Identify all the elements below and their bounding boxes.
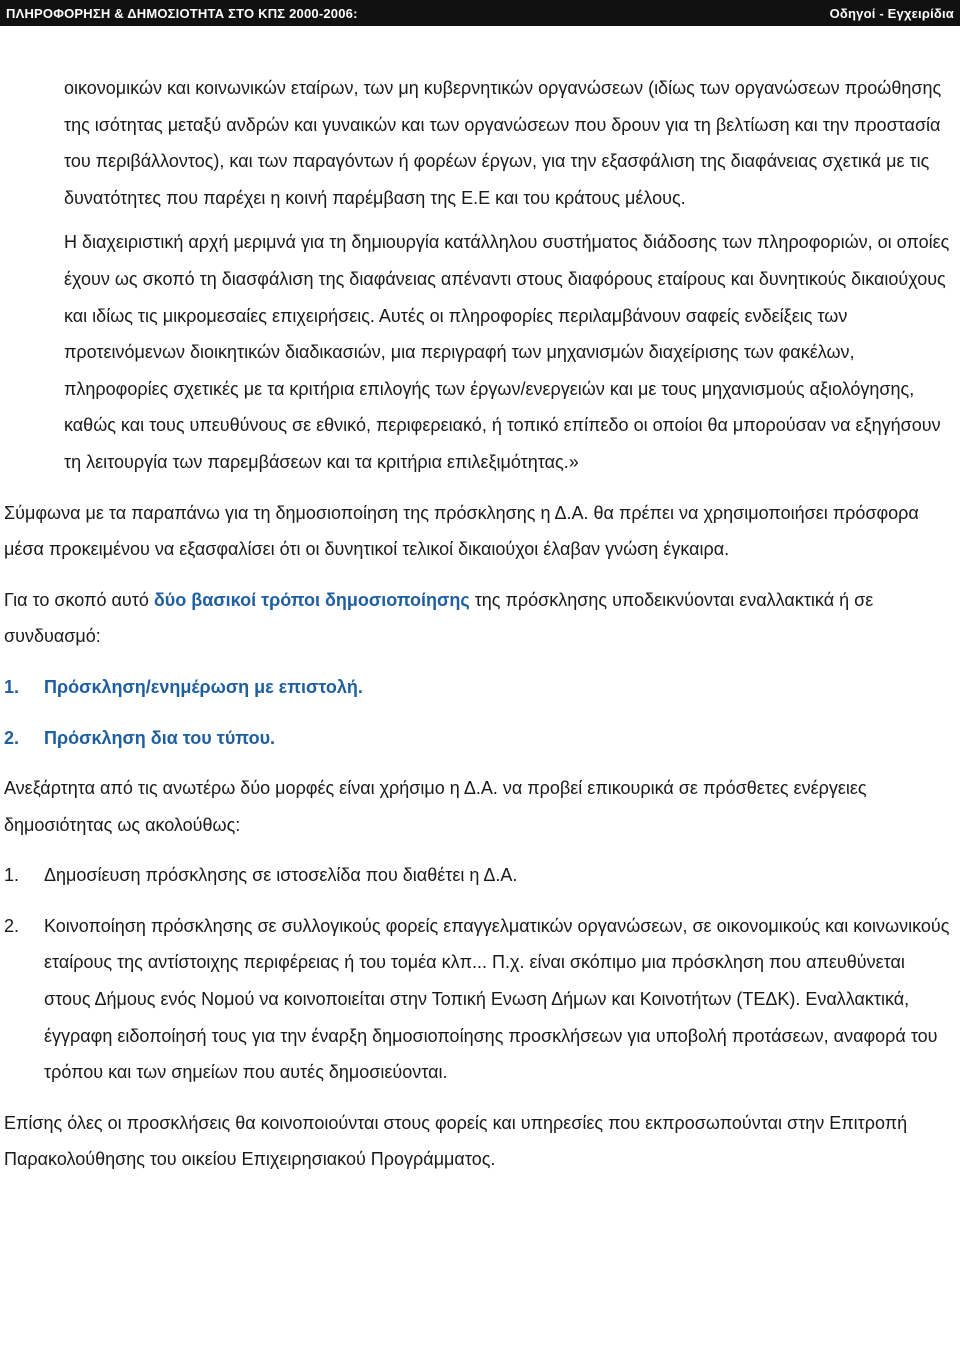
list-number: 1. [4,676,20,697]
list-text: Κοινοποίηση πρόσκλησης σε συλλογικούς φορείς επαγγελματικών οργανώσεων, σε οικονομικούς και κοινωνικούς εταίρους της αντίστοιχης περιφέρειας ή του τομέα κλπ... Π.χ. είναι σκόπιμο μια πρόσκληση που απευθύνεται στους Δήμους ενός Νομού να κοινοποιείται στην Τοπική Ενωση Δήμων και Κοινοτήτων (ΤΕΔΚ). Εναλλακτικά, έγγραφη ειδοποίησή τους για την έναρξη δημοσιοποίησης προσκλήσεων για υποβολή προτάσεων, αναφορά του τρόπου και των σημείων που αυτές δημοσιεύονται. [44,915,950,1083]
list-item [0,908,960,1091]
list-item [0,720,960,757]
paragraph-quote-continuation: οικονομικών και κοινωνικών εταίρων, των μη κυβερνητικών οργανώσεων (ιδίως των οργανώσεων προώθησης της ισότητας μεταξύ ανδρών και γυναικών και των οργανώσεων που δρουν για τη βελτίωση και την προστασία του περιβάλλοντος), και των παραγόντων ή φορέων έργων, για την εξασφάλιση της διαφάνειας σχετικά με τις δυνατότητες που παρέχει η κοινή παρέμβαση της Ε.Ε και του κράτους μέλους. [64,78,942,208]
paragraph-monitoring-committee: Επίσης όλες οι προσκλήσεις θα κοινοποιούνται στους φορείς και υπηρεσίες που εκπροσωπούνται στην Επιτροπή Παρακολούθησης του οικείου Επιχειρησιακού Προγράμματος. [4,1112,908,1170]
methods-outro: της πρόσκλησης υποδεικνύονται εναλλακτικά ή σε συνδυασμό: [4,589,874,647]
list-item [0,857,960,894]
paragraph-additional-actions: Ανεξάρτητα από τις ανωτέρω δύο μορφές είναι χρήσιμο η Δ.Α. να προβεί επικουρικά σε πρόσθετες ενέργειες δημοσιότητας ως ακολούθως: [4,778,867,835]
header-title: ΠΛΗΡΟΦΟΡΗΣΗ & ΔΗΜΟΣΙΟΤΗΤΑ ΣΤΟ ΚΠΣ 2000-2006: [6,5,358,21]
page-header [0,0,960,26]
list-number: 1. [4,865,20,886]
methods-highlight: δύο βασικοί τρόποι δημοσιοποίησης [153,589,470,610]
paragraph-publicity-methods [0,582,960,655]
paragraph-managing-authority: Η διαχειριστική αρχή μεριμνά για τη δημιουργία κατάλληλου συστήματος διάδοσης των πληροφοριών, οι οποίες έχουν ως σκοπό τη διασφάλιση της διαφάνειας απέναντι στους διαφόρους εταίρους και δυνητικούς δικαιούχους και ιδίως τις μικρομεσαίες επιχειρήσεις. Αυτές οι πληροφορίες περιλαμβάνουν σαφείς ενδείξεις των προτεινόμενων διοικητικών διαδικασιών, μια περιγραφή των μηχανισμών διαχείρισης των φακέλων, πληροφορίες σχετικές με τα κριτήρια επιλογής των έργων/ενεργειών και με τους μηχανισμούς αξιολόγησης, καθώς και τους υπευθύνους σε εθνικό, περιφερειακό, ή τοπικό επίπεδο οι οποίοι θα μπορούσαν να εξηγήσουν τη λειτουργία των παρεμβάσεων και τα κριτήρια επιλεξιμότητας.» [64,232,950,472]
list-text: Πρόσκληση δια του τύπου. [44,727,276,748]
list-text: Δημοσίευση πρόσκλησης σε ιστοσελίδα που διαθέτει η Δ.Α. [44,865,518,886]
list-item [0,669,960,706]
list-text: Πρόσκληση/ενημέρωση με επιστολή. [44,676,363,697]
list-number: 2. [4,915,20,936]
paragraph-publicity-summary: Σύμφωνα με τα παραπάνω για τη δημοσιοποίηση της πρόσκλησης η Δ.Α. θα πρέπει να χρησιμοποιήσει πρόσφορα μέσα προκειμένου να εξασφαλίσει ότι οι δυνητικοί τελικοί δικαιούχοι έλαβαν γνώση έγκαιρα. [4,502,919,560]
list-number: 2. [4,727,20,748]
header-section: Οδηγοί - Εγχειρίδια [829,5,954,21]
document-body [0,70,960,1178]
methods-intro: Για το σκοπό αυτό [4,589,154,610]
